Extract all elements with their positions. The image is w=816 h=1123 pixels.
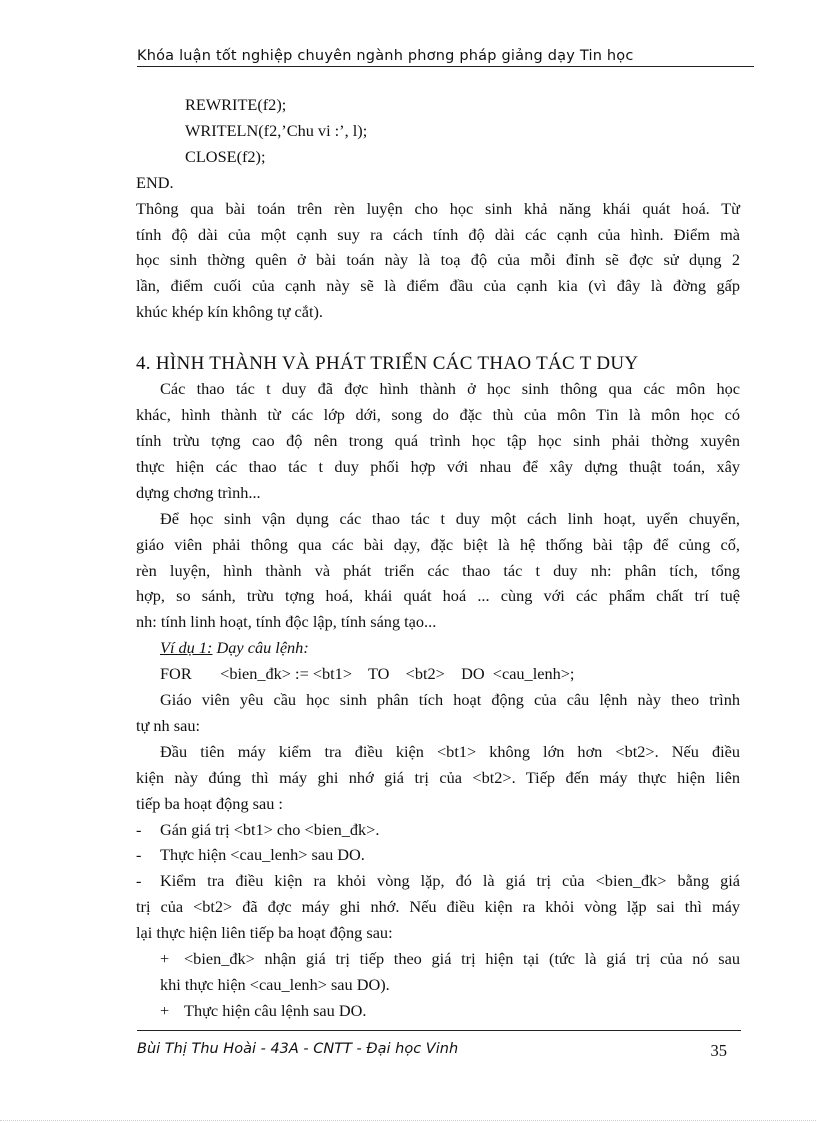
code-line: WRITELN(f2,’Chu vi :’, l); <box>185 120 368 140</box>
example-heading <box>136 635 740 661</box>
list-text: <bien_đk> nhận giá trị tiếp theo giá trị hiện tại (tức là giá trị của nó sau <box>184 949 740 969</box>
list-marker: + <box>160 949 170 969</box>
page-number: 35 <box>710 1041 727 1060</box>
paragraph-generalization <box>136 196 740 326</box>
list-marker: - <box>136 871 142 891</box>
list-marker: - <box>136 845 142 865</box>
text-line: lần, điểm cuối của cạnh này sẽ là điểm đầu của cạnh kia (vì đây là đờng gấp <box>136 276 740 296</box>
list-text: Gán giá trị <bt1> cho <bien_đk>. <box>160 819 380 839</box>
list-marker: - <box>136 819 142 839</box>
text-line: tiếp ba hoạt động sau : <box>136 793 283 813</box>
text-line: thực hiện các thao tác t duy phối hợp với nhau để xây dựng thuật toán, xây <box>136 456 740 476</box>
text-line: khác, hình thành từ các lớp dới, song do đặc thù của môn Tin là môn học có <box>136 405 740 425</box>
text-line: kiện này đúng thì máy ghi nhớ giá trị của <bt2>. Tiếp đến máy thực hiện liên <box>136 767 740 787</box>
text-line: khúc khép kín không tự cắt). <box>136 302 323 322</box>
footer-author: Bùi Thị Thu Hoài - 43A - CNTT - Đại học Vinh <box>137 1041 459 1057</box>
text-line: nh: tính linh hoạt, tính độc lập, tính sáng tạo... <box>136 612 437 632</box>
example-title: Dạy câu lệnh: <box>212 638 309 658</box>
text-line: Để học sinh vận dụng các thao tác t duy một cách linh hoạt, uyển chuyển, <box>160 508 740 528</box>
list-continuation: trị của <bt2> đã đợc máy ghi nhớ. Nếu điều kiện ra khỏi vòng lặp sai thì máy <box>136 897 740 917</box>
list-item <box>136 946 740 972</box>
text-line: Thông qua bài toán trên rèn luyện cho học sinh khả năng khái quát hoá. Từ <box>136 198 740 218</box>
text-line: Giáo viên yêu cầu học sinh phân tích hoạt động của câu lệnh này theo trình <box>160 690 740 710</box>
list-marker: + <box>160 1000 170 1020</box>
text-line: tính độ dài của một cạnh suy ra cách tính độ dài các cạnh của hình. Điểm mà <box>136 224 740 244</box>
text-line: rèn luyện, hình thành và phát triển các thao tác t duy nh: phân tích, tổng <box>136 560 740 580</box>
list-item <box>136 817 740 843</box>
section-heading: 4. HÌNH THÀNH VÀ PHÁT TRIỂN CÁC THAO TÁC T DUY <box>136 353 639 375</box>
code-line: REWRITE(f2); <box>185 95 287 114</box>
paragraph-thinking <box>136 376 740 506</box>
example-label: Ví dụ 1: <box>160 638 213 658</box>
list-text: Thực hiện <cau_lenh> sau DO. <box>160 845 365 865</box>
text-line: dựng chơng trình... <box>136 482 261 502</box>
paragraph-steps <box>136 739 740 817</box>
paragraph-analysis <box>136 687 740 739</box>
text-line: giáo viên phải thông qua các bài dạy, đặc biệt là hệ thống bài tập để củng cố, <box>136 534 740 554</box>
page-body <box>136 92 740 1024</box>
page-edge-divider <box>0 1120 816 1121</box>
list-item <box>136 868 740 894</box>
example-code: FOR <bien_đk> := <bt1> TO <bt2> DO <cau_lenh>; <box>160 664 575 684</box>
list-continuation: khi thực hiện <cau_lenh> sau DO). <box>160 975 390 994</box>
text-line: hợp, so sánh, trừu tợng hoá, khái quát hoá ... cùng với các phẩm chất trí tuệ <box>136 586 740 606</box>
list-item <box>136 998 740 1024</box>
code-end: END. <box>136 172 174 192</box>
list-continuation: lại thực hiện liên tiếp ba hoạt động sau: <box>136 923 393 943</box>
text-line: Các thao tác t duy đã đợc hình thành ở học sinh thông qua các môn học <box>160 379 740 399</box>
paragraph-application <box>136 506 740 636</box>
list-text: Kiểm tra điều kiện ra khỏi vòng lặp, đó là giá trị của <bien_đk> bằng giá <box>160 871 740 891</box>
footer-rule <box>137 1030 741 1031</box>
text-line: tính trừu tợng cao độ nên trong quá trình học tập học sinh phải thờng xuyên <box>136 430 740 450</box>
page-header: Khóa luận tốt nghiệp chuyên ngành phơng pháp giảng dạy Tin học <box>137 48 754 67</box>
text-line: tự nh sau: <box>136 715 200 735</box>
code-line: CLOSE(f2); <box>185 146 266 166</box>
page-footer <box>137 1041 741 1061</box>
list-item <box>136 842 740 868</box>
text-line: học sinh thờng quên ở bài toán này là toạ độ của mỗi đỉnh sẽ đợc sử dụng 2 <box>136 250 740 270</box>
list-text: Thực hiện câu lệnh sau DO. <box>184 1000 367 1020</box>
text-line: Đầu tiên máy kiểm tra điều kiện <bt1> không lớn hơn <bt2>. Nếu điều <box>160 741 740 761</box>
